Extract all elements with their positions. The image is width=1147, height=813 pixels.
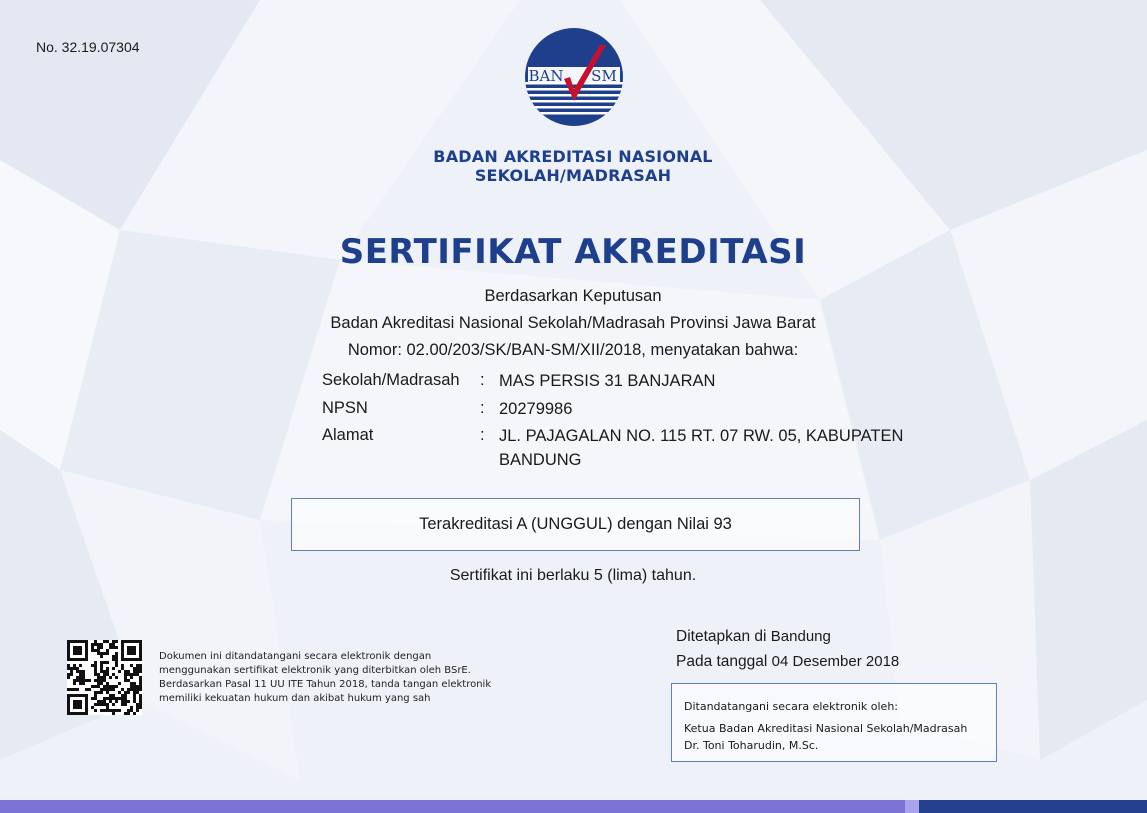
certificate-title: SERTIFIKAT AKREDITASI (339, 232, 807, 272)
field-colon-school: : (480, 371, 485, 389)
signature-position: Ketua Badan Akreditasi Nasional Sekolah/Madrasah (684, 722, 968, 735)
certificate-number: No. 32.19.07304 (36, 39, 140, 55)
field-value-address: JL. PAJAGALAN NO. 115 RT. 07 RW. 05, KABUPATEN BANDUNG (499, 427, 904, 469)
organization-name (373, 147, 773, 185)
basis-line1: Berdasarkan Keputusan (484, 287, 662, 305)
bottom-color-bar (0, 800, 1147, 813)
accreditation-result (291, 498, 860, 551)
decision-basis (223, 283, 923, 364)
ban-sm-logo (524, 27, 624, 127)
logo-text-right: SM (591, 67, 617, 85)
esign-note-line4: memiliki kekuatan hukum dan akibat hukum yang sah (159, 693, 431, 704)
field-label-address: Alamat (322, 426, 374, 444)
validity-statement: Sertifikat ini berlaku 5 (lima) tahun. (449, 567, 697, 584)
issued-place-label: Ditetapkan di (676, 628, 767, 645)
field-value-npsn: 20279986 (499, 400, 573, 418)
electronic-signature-note (159, 650, 539, 706)
esign-note-line2: menggunakan sertifikat elektronik yang diterbitkan oleh BSrE. (159, 665, 471, 676)
issued-place (676, 628, 831, 646)
issued-date-value: 04 Desember 2018 (771, 653, 900, 670)
field-colon-address: : (480, 426, 485, 444)
qr-code-icon (67, 640, 142, 715)
field-label-school: Sekolah/Madrasah (322, 371, 460, 389)
esign-note-line1: Dokumen ini ditandatangani secara elektronik dengan (159, 651, 432, 662)
logo-text-left: BAN (528, 67, 564, 85)
org-name-line2: SEKOLAH/MADRASAH (474, 166, 672, 185)
signature-name: Dr. Toni Toharudin, M.Sc. (684, 739, 819, 752)
accreditation-result-text: Terakreditasi A (UNGGUL) dengan Nilai 93 (419, 515, 732, 533)
field-value-school: MAS PERSIS 31 BANJARAN (499, 372, 716, 390)
issued-date (676, 653, 899, 671)
signature-heading: Ditandatangani secara elektronik oleh: (684, 700, 899, 713)
basis-line3: Nomor: 02.00/203/SK/BAN-SM/XII/2018, menyatakan bahwa: (347, 341, 799, 359)
signature-box (671, 683, 997, 762)
org-name-line1: BADAN AKREDITASI NASIONAL (433, 147, 713, 166)
field-label-npsn: NPSN (322, 399, 368, 417)
esign-note-line3: Berdasarkan Pasal 11 UU ITE Tahun 2018, tanda tangan elektronik (159, 679, 492, 690)
issued-place-value: Bandung (770, 628, 831, 645)
basis-line2: Badan Akreditasi Nasional Sekolah/Madrasah Provinsi Jawa Barat (330, 314, 816, 332)
field-colon-npsn: : (480, 399, 485, 417)
issued-date-label: Pada tanggal (676, 653, 768, 670)
